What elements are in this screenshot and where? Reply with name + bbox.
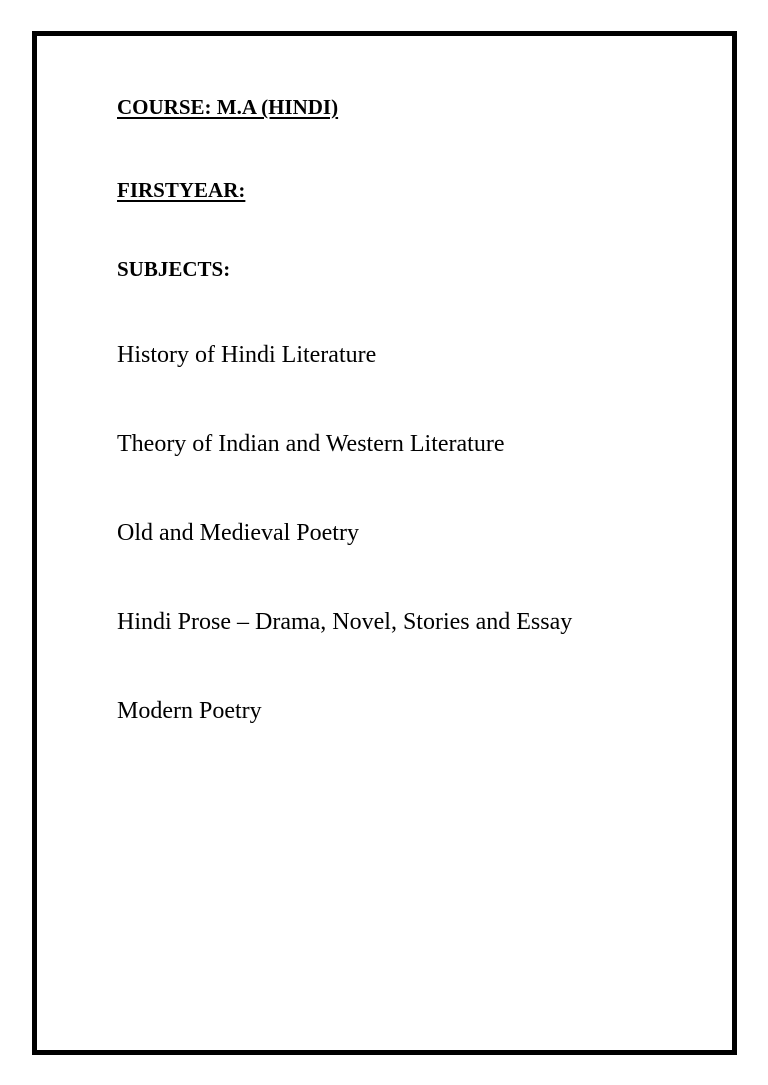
- subject-item: Theory of Indian and Western Literature: [117, 431, 505, 457]
- subjects-heading: SUBJECTS:: [117, 257, 231, 281]
- course-heading: COURSE: M.A (HINDI): [117, 95, 339, 119]
- subject-item: Old and Medieval Poetry: [117, 520, 359, 546]
- subject-item: Hindi Prose – Drama, Novel, Stories and Essay: [117, 609, 573, 635]
- subject-item: History of Hindi Literature: [117, 342, 377, 368]
- subject-item: Modern Poetry: [117, 698, 262, 724]
- year-heading: FIRSTYEAR:: [117, 178, 246, 202]
